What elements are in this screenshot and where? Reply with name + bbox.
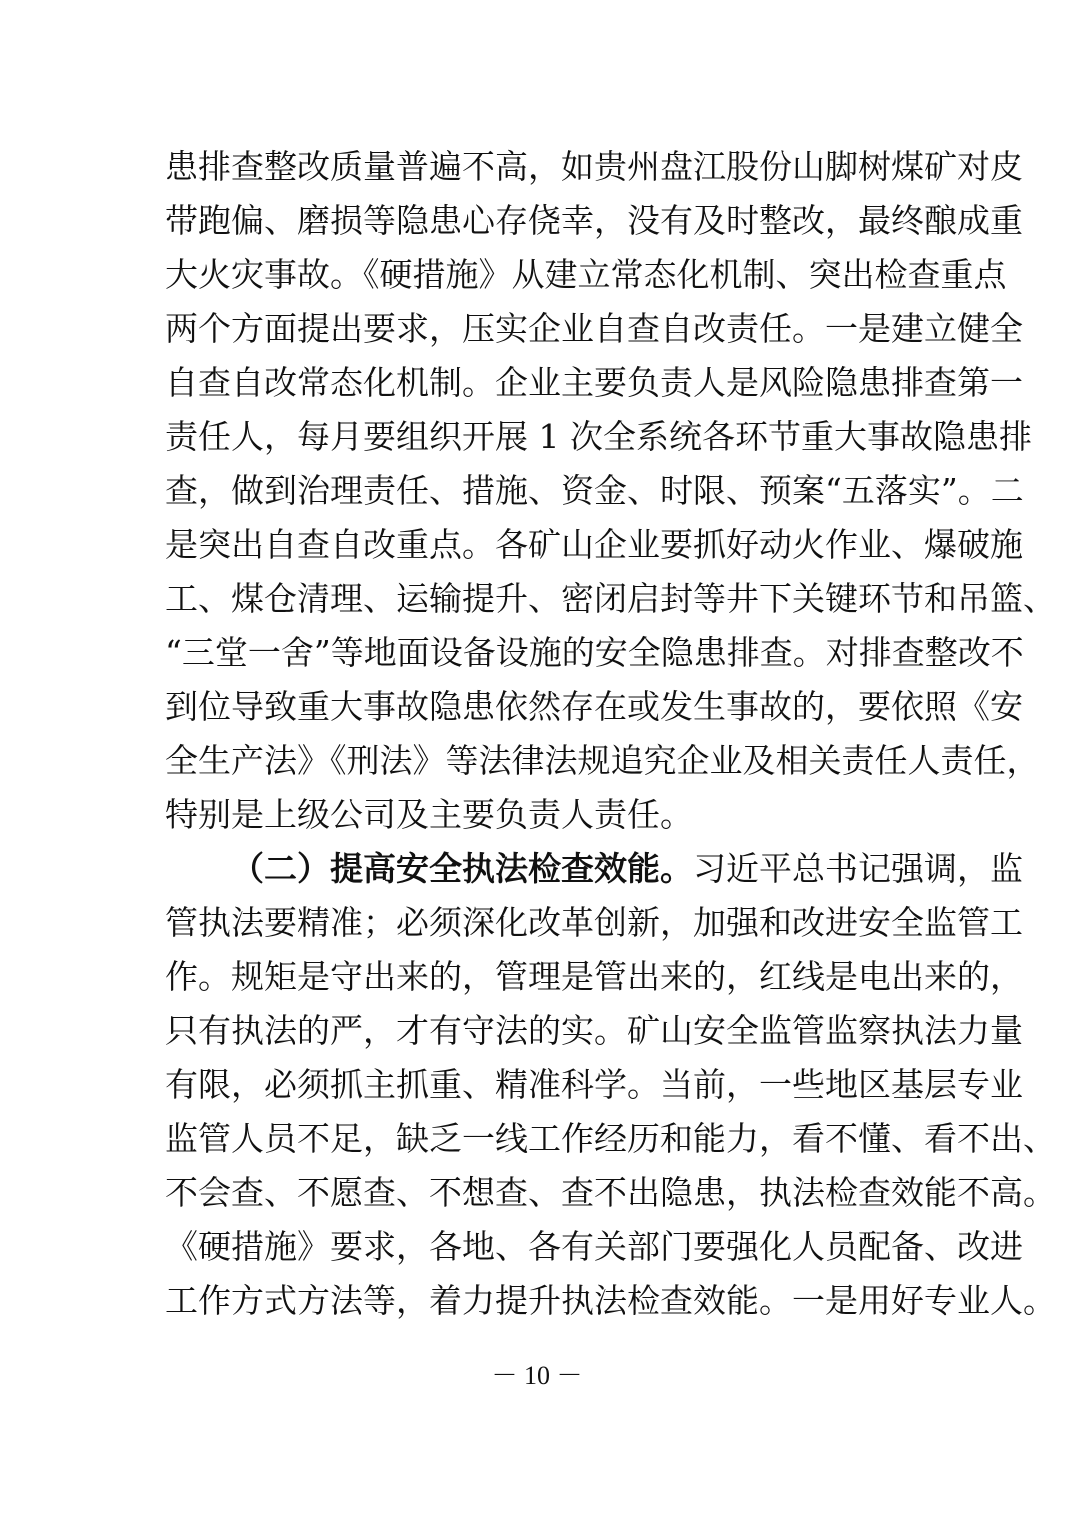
paragraph-line: 工作方式方法等，着力提升执法检查效能。一是用好专业人。: [165, 1281, 1056, 1320]
paragraph-line: 大火灾事故。《硬措施》从建立常态化机制、突出检查重点: [165, 255, 1007, 294]
paragraph-line: 患排查整改质量普遍不高，如贵州盘江股份山脚树煤矿对皮: [165, 147, 1023, 186]
paragraph-line: 责任人，每月要组织开展 1 次全系统各环节重大事故隐患排: [165, 417, 1032, 456]
section-heading: （二）提高安全执法检查效能。: [231, 849, 693, 888]
paragraph-line: 自查自改常态化机制。企业主要负责人是风险隐患排查第一: [165, 363, 1023, 402]
paragraph-line: 不会查、不愿查、不想查、查不出隐患，执法检查效能不高。: [165, 1173, 1056, 1212]
paragraph-line: 带跑偏、磨损等隐患心存侥幸，没有及时整改，最终酿成重: [165, 201, 1023, 240]
paragraph-line: 《硬措施》要求，各地、各有关部门要强化人员配备、改进: [165, 1227, 1023, 1266]
paragraph-line: “三堂一舍”等地面设备设施的安全隐患排查。对排查整改不: [165, 633, 1024, 672]
paragraph-line: 两个方面提出要求，压实企业自查自改责任。一是建立健全: [165, 309, 1023, 348]
body-text: [165, 140, 1056, 1328]
paragraph-line: 特别是上级公司及主要负责人责任。: [165, 795, 693, 834]
paragraph-line: 到位导致重大事故隐患依然存在或发生事故的，要依照《安: [165, 687, 1023, 726]
paragraph-line: 有限，必须抓主抓重、精准科学。当前，一些地区基层专业: [165, 1065, 1023, 1104]
paragraph-line: 监管人员不足，缺乏一线工作经历和能力，看不懂、看不出、: [165, 1119, 1056, 1158]
section-heading-continuation: 习近平总书记强调，监: [693, 849, 1023, 888]
paragraph-line: 查，做到治理责任、措施、资金、时限、预案“五落实”。二: [165, 471, 1024, 510]
paragraph-line: 作。规矩是守出来的，管理是管出来的，红线是电出来的，: [165, 957, 1023, 996]
paragraph-line: 工、煤仓清理、运输提升、密闭启封等井下关键环节和吊篮、: [165, 579, 1056, 618]
page-number: － 10 －: [491, 1361, 583, 1390]
paragraph-line: 是突出自查自改重点。各矿山企业要抓好动火作业、爆破施: [165, 525, 1023, 564]
paragraph-line: 只有执法的严，才有守法的实。矿山安全监管监察执法力量: [165, 1011, 1023, 1050]
section-heading-line: [165, 842, 1023, 896]
paragraph-line: 管执法要精准；必须深化改革创新，加强和改进安全监管工: [165, 903, 1023, 942]
paragraph-line: 全生产法》《刑法》等法律法规追究企业及相关责任人责任，: [165, 741, 1040, 780]
